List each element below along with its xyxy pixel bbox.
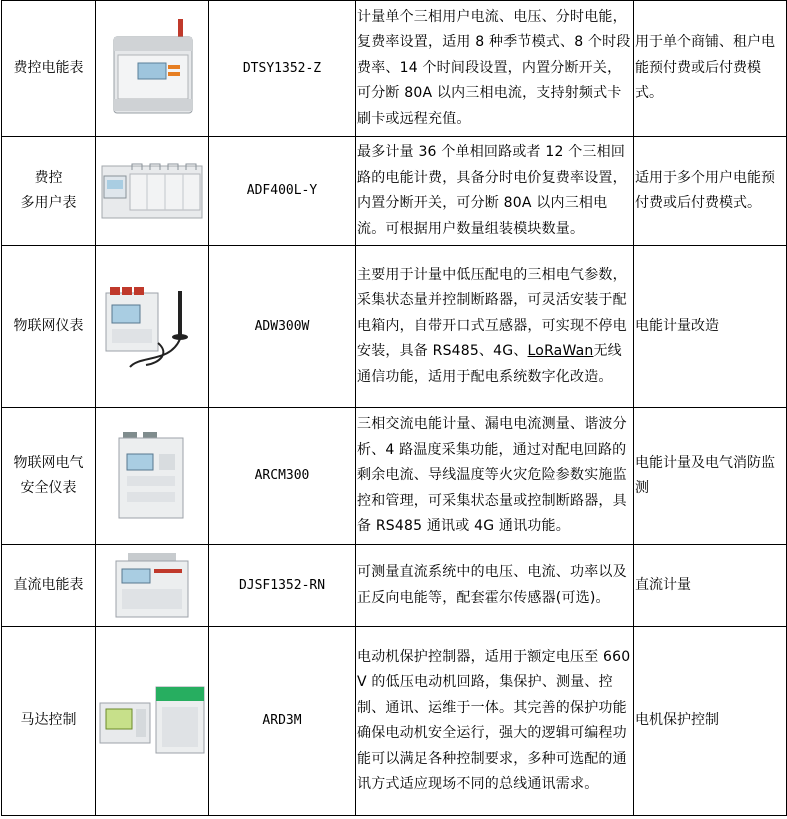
model-number: ARCM300 bbox=[254, 468, 310, 484]
description-cell bbox=[356, 545, 634, 627]
product-image-cell bbox=[96, 545, 209, 627]
description-cell bbox=[356, 137, 634, 246]
application-text: 电能计量及电气消防监测 bbox=[635, 454, 775, 496]
table-row bbox=[2, 545, 787, 627]
description-lorawan: LoRaWan bbox=[527, 343, 594, 360]
description-cell bbox=[356, 1, 634, 137]
product-name-cell bbox=[2, 137, 96, 246]
product-name: 直流电能表 bbox=[13, 576, 84, 593]
model-number: DJSF1352-RN bbox=[238, 577, 326, 593]
application-cell bbox=[634, 246, 787, 408]
description-text: 可测量直流系统中的电压、电流、功率以及正反向电能等，配套霍尔传感器(可选)。 bbox=[357, 564, 627, 606]
table-row bbox=[2, 627, 787, 816]
product-name-cell bbox=[2, 408, 96, 545]
product-image-cell bbox=[96, 408, 209, 545]
product-name-cell bbox=[2, 1, 96, 137]
model-cell bbox=[209, 1, 356, 137]
table-row bbox=[2, 1, 787, 137]
table-row bbox=[2, 246, 787, 408]
product-name-line: 安全仪表 bbox=[20, 480, 77, 496]
product-table bbox=[1, 0, 787, 816]
table-row bbox=[2, 137, 787, 246]
application-cell bbox=[634, 627, 787, 816]
product-name-line: 多用户表 bbox=[20, 195, 77, 211]
product-name-line: 费控 bbox=[34, 169, 63, 186]
application-text: 电机保护控制 bbox=[635, 712, 719, 729]
product-name-cell bbox=[2, 545, 96, 627]
description-text: 计量单个三相用户电流、电压、分时电能，复费率设置，适用 8 种季节模式、8 个时段费率、14 个时间段设置，内置分断开关，可分断 80A 以内三相电流，支持射频式卡刷卡或远程充值。 bbox=[357, 8, 631, 127]
application-text: 用于单个商铺、租户电能预付费或后付费模式。 bbox=[635, 34, 775, 102]
application-cell bbox=[634, 545, 787, 627]
model-number: ADW300W bbox=[254, 318, 310, 334]
table-row bbox=[2, 408, 787, 545]
product-image-cell bbox=[96, 1, 209, 137]
model-number: ADF400L-Y bbox=[246, 183, 318, 199]
description-cell bbox=[356, 246, 634, 408]
model-cell bbox=[209, 137, 356, 246]
model-cell bbox=[209, 545, 356, 627]
dc-meter-icon bbox=[108, 551, 196, 621]
product-name: 物联网仪表 bbox=[13, 317, 84, 334]
safety-meter-icon bbox=[113, 430, 191, 522]
application-cell bbox=[634, 1, 787, 137]
model-cell bbox=[209, 408, 356, 545]
product-name-line: 物联网电气 bbox=[13, 454, 84, 471]
application-text: 适用于多个用户电能预付费或后付费模式。 bbox=[635, 169, 775, 211]
product-image-cell bbox=[96, 246, 209, 408]
application-cell bbox=[634, 408, 787, 545]
product-name-cell bbox=[2, 627, 96, 816]
product-name: 费控电能表 bbox=[13, 59, 84, 76]
iot-meter-icon bbox=[100, 283, 204, 371]
description-text: 电动机保护控制器，适用于额定电压至 660V 的低压电动机回路，集保护、测量、控制、通讯、运维于一体。其完善的保护功能确保电动机安全运行，强大的逻辑可编程功能可以满足各种控制要求，多种可选配的通讯方式适应现场不同的总线通讯需求。 bbox=[357, 648, 631, 792]
product-image-cell bbox=[96, 137, 209, 246]
description-cell bbox=[356, 627, 634, 816]
multi-user-meter-icon bbox=[100, 160, 204, 222]
description-text: 最多计量 36 个单相回路或者 12 个三相回路的电能计费，具备分时电价复费率设置，内置分断开关，可分断 80A 以内三相电流。可根据用户数量组装模块数量。 bbox=[357, 144, 627, 237]
model-number: DTSY1352-Z bbox=[242, 60, 322, 76]
description-text: 三相交流电能计量、漏电电流测量、谐波分析、4 路温度采集功能，通过对配电回路的剩余电流、导线温度等火灾危险参数实施监控和管理，可采集状态量或控制断路器，具备 RS485 通讯或 4G 通讯功能。 bbox=[357, 416, 627, 535]
application-text: 电能计量改造 bbox=[635, 317, 719, 334]
description-part: 主要用于计量中低压配电的三相电气参数，采集状态量并控制断路器，可灵活安装于配电箱内，自带开口式互感器，可实现不停电安装，具备 RS485、4G、 bbox=[357, 266, 627, 360]
motor-controller-icon bbox=[98, 685, 206, 757]
model-cell bbox=[209, 246, 356, 408]
description-part: 无线通信功能，适用于配电系统数字化改造。 bbox=[357, 343, 622, 385]
model-number: ARD3M bbox=[262, 713, 302, 729]
description-text bbox=[357, 263, 632, 391]
product-name-cell bbox=[2, 246, 96, 408]
product-image-cell bbox=[96, 627, 209, 816]
description-cell bbox=[356, 408, 634, 545]
three-phase-meter-icon bbox=[108, 15, 196, 123]
model-cell bbox=[209, 627, 356, 816]
product-name: 马达控制 bbox=[20, 712, 77, 729]
application-cell bbox=[634, 137, 787, 246]
application-text: 直流计量 bbox=[635, 576, 691, 593]
